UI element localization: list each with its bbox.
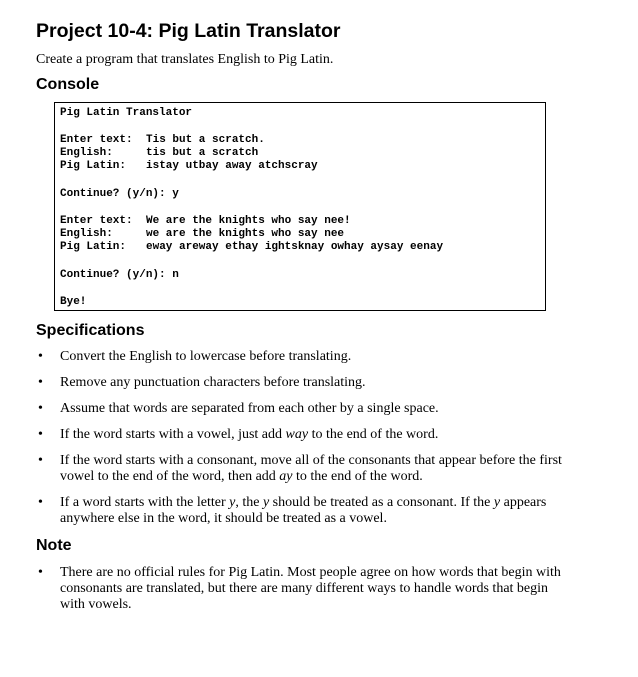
text-segment: appears anywhere else in the word, it should be treated as a vowel. — [60, 495, 547, 526]
console-label: Pig Latin: — [60, 160, 127, 172]
console-label: English: — [60, 147, 113, 159]
emphasis-text: y — [229, 495, 236, 510]
console-bye-line: Bye! — [60, 296, 87, 308]
console-value: tis but a scratch — [146, 147, 259, 159]
list-item — [36, 495, 576, 527]
list-item — [36, 453, 576, 485]
text-segment: should be treated as a consonant. If the — [272, 495, 491, 510]
bullet-icon: • — [38, 375, 43, 390]
console-continue-line-1: Continue? (y/n): y — [60, 188, 179, 200]
text-segment: to the end of the word. — [296, 469, 423, 484]
console-english-line-1 — [60, 147, 258, 160]
bullet-icon: • — [38, 349, 43, 364]
list-item-text: Remove any punctuation characters before translating. — [60, 375, 366, 390]
bullet-icon: • — [38, 453, 43, 468]
console-piglatin-line-2 — [60, 241, 443, 254]
console-label: Enter text: — [60, 215, 133, 227]
console-value: We are the knights who say nee! — [146, 215, 351, 227]
bullet-icon: • — [38, 401, 43, 416]
list-item-text — [60, 495, 566, 527]
text-segment: If a word starts with the letter — [60, 495, 226, 510]
intro-text: Create a program that translates English to Pig Latin. — [36, 52, 334, 67]
console-value: istay utbay away atchscray — [146, 160, 318, 172]
specifications-heading: Specifications — [36, 322, 145, 339]
list-item-text — [60, 427, 566, 443]
emphasis-text: ay — [279, 469, 293, 484]
emphasis-text: y — [493, 495, 501, 510]
console-heading: Console — [36, 76, 100, 93]
text-segment: If the word starts with a vowel, just add — [60, 427, 283, 442]
console-label: Enter text: — [60, 134, 133, 146]
console-label: English: — [60, 228, 113, 240]
text-segment: to the end of the word. — [311, 427, 439, 442]
list-item — [36, 349, 576, 365]
console-value: eway areway ethay ightsknay owhay aysay eenay — [146, 241, 444, 253]
text-segment: If the word starts with a consonant, move all of the consonants that appear before the first vowel to the end of the word, then add — [60, 453, 562, 484]
text-segment: , the — [235, 495, 260, 510]
list-item — [36, 375, 576, 391]
console-enter-line-1 — [60, 134, 265, 147]
bullet-icon: • — [38, 495, 43, 510]
note-heading: Note — [36, 537, 72, 554]
console-label: Pig Latin: — [60, 241, 127, 253]
bullet-icon: • — [38, 427, 43, 442]
emphasis-text: y — [262, 495, 270, 510]
list-item — [36, 427, 576, 443]
list-item — [36, 401, 576, 417]
list-item — [36, 565, 576, 613]
list-item-text — [60, 453, 566, 485]
console-continue-line-2: Continue? (y/n): n — [60, 269, 179, 281]
page-title: Project 10-4: Pig Latin Translator — [36, 20, 341, 42]
console-value: Tis but a scratch. — [146, 134, 265, 146]
console-english-line-2 — [60, 228, 344, 241]
list-item-text: Convert the English to lowercase before translating. — [60, 349, 352, 364]
emphasis-text: way — [285, 427, 309, 442]
list-item-text: Assume that words are separated from each other by a single space. — [60, 401, 439, 416]
bullet-icon: • — [38, 565, 43, 580]
console-header-line: Pig Latin Translator — [60, 107, 193, 119]
console-piglatin-line-1 — [60, 160, 318, 173]
list-item-text: There are no official rules for Pig Latin. Most people agree on how words that begin with consonants are translated, but there are many different ways to handle words that begin with vowels. — [60, 565, 561, 612]
console-value: we are the knights who say nee — [146, 228, 345, 240]
console-enter-line-2 — [60, 215, 351, 228]
console-output-box — [54, 102, 546, 311]
